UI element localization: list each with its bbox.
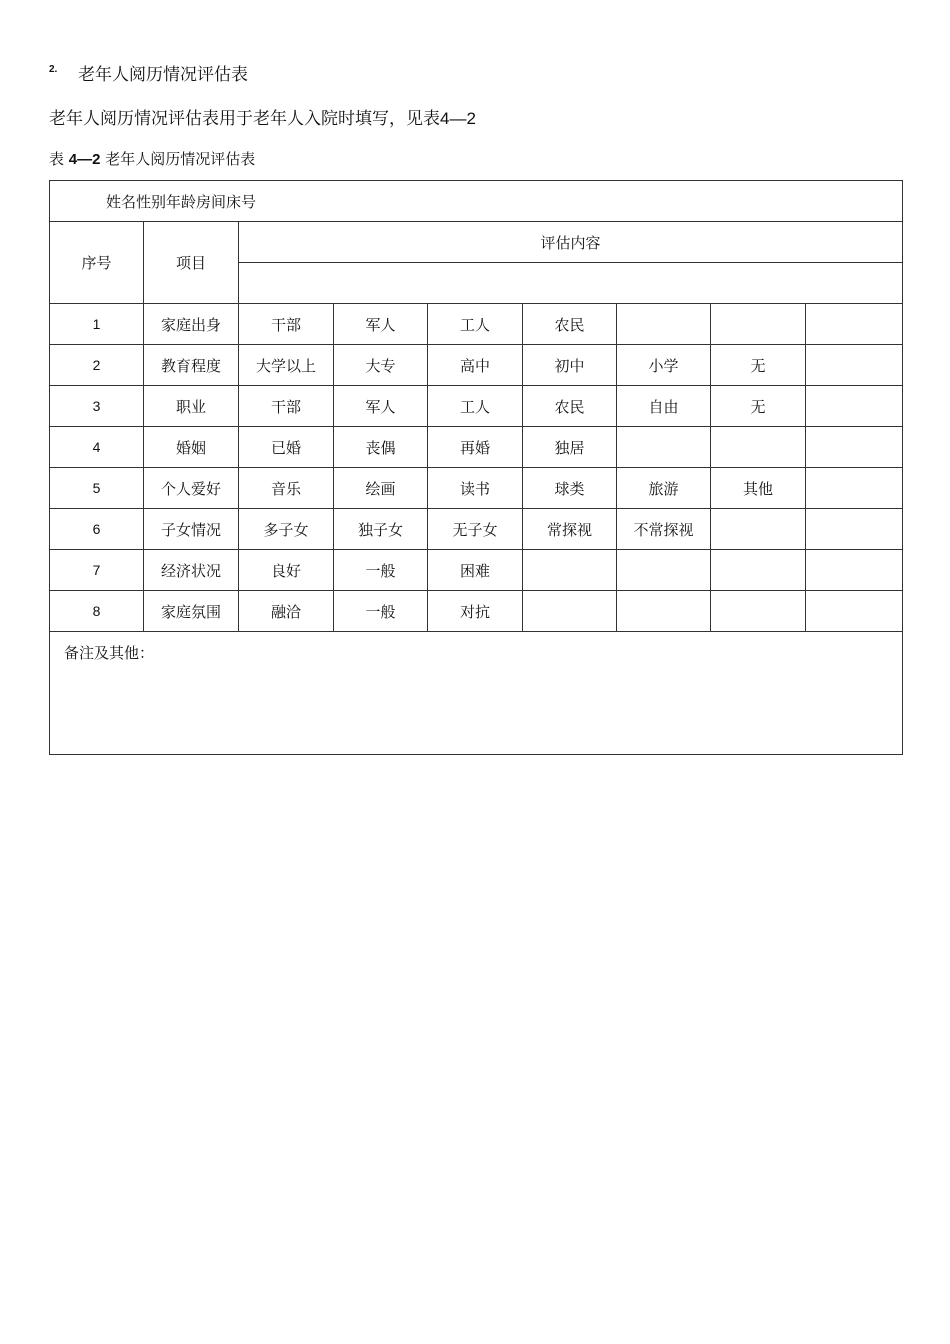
option-cell[interactable]: 读书 xyxy=(428,468,523,509)
row-seq: 3 xyxy=(50,386,144,427)
intro-text: 老年人阅历情况评估表用于老年人入院时填写，见表 xyxy=(49,109,440,129)
row-item: 职业 xyxy=(144,386,239,427)
option-cell[interactable]: 无子女 xyxy=(428,509,523,550)
table-row xyxy=(50,386,903,427)
option-cell[interactable]: 融洽 xyxy=(239,591,334,632)
option-cell[interactable]: 独居 xyxy=(523,427,617,468)
row-seq: 8 xyxy=(50,591,144,632)
option-cell[interactable]: 一般 xyxy=(334,550,428,591)
blank-option-cell[interactable] xyxy=(711,427,806,468)
option-cell[interactable]: 音乐 xyxy=(239,468,334,509)
info-row xyxy=(50,181,903,222)
blank-option-cell[interactable] xyxy=(711,550,806,591)
notes-field[interactable]: 备注及其他： xyxy=(50,632,903,755)
caption-text: 老年人阅历情况评估表 xyxy=(105,150,256,168)
header-item: 项目 xyxy=(144,222,239,304)
table-row xyxy=(50,304,903,345)
option-cell[interactable]: 多子女 xyxy=(239,509,334,550)
blank-option-cell[interactable] xyxy=(806,386,903,427)
blank-option-cell[interactable] xyxy=(806,304,903,345)
blank-option-cell[interactable] xyxy=(617,304,711,345)
caption-number: 4—2 xyxy=(68,151,101,168)
row-item: 家庭出身 xyxy=(144,304,239,345)
option-cell[interactable]: 干部 xyxy=(239,304,334,345)
option-cell[interactable]: 初中 xyxy=(523,345,617,386)
option-cell[interactable]: 一般 xyxy=(334,591,428,632)
option-cell[interactable]: 小学 xyxy=(617,345,711,386)
option-cell[interactable]: 旅游 xyxy=(617,468,711,509)
option-cell[interactable]: 大学以上 xyxy=(239,345,334,386)
table-row xyxy=(50,550,903,591)
option-cell[interactable]: 丧偶 xyxy=(334,427,428,468)
option-cell[interactable]: 无 xyxy=(711,386,806,427)
option-cell[interactable]: 良好 xyxy=(239,550,334,591)
blank-option-cell[interactable] xyxy=(806,345,903,386)
blank-option-cell[interactable] xyxy=(523,591,617,632)
option-cell[interactable]: 自由 xyxy=(617,386,711,427)
blank-option-cell[interactable] xyxy=(523,550,617,591)
header-content-blank[interactable] xyxy=(239,263,903,304)
table-row xyxy=(50,427,903,468)
option-cell[interactable]: 常探视 xyxy=(523,509,617,550)
option-cell[interactable]: 已婚 xyxy=(239,427,334,468)
row-item: 婚姻 xyxy=(144,427,239,468)
notes-row xyxy=(50,632,903,755)
table-row xyxy=(50,509,903,550)
row-seq: 2 xyxy=(50,345,144,386)
row-item: 子女情况 xyxy=(144,509,239,550)
intro-paragraph xyxy=(49,106,476,132)
header-seq: 序号 xyxy=(50,222,144,304)
option-cell[interactable]: 独子女 xyxy=(334,509,428,550)
table-row xyxy=(50,345,903,386)
option-cell[interactable]: 军人 xyxy=(334,304,428,345)
intro-table-ref: 4—2 xyxy=(440,109,476,128)
section-title: 老年人阅历情况评估表 xyxy=(78,65,248,85)
option-cell[interactable]: 农民 xyxy=(523,386,617,427)
row-seq: 7 xyxy=(50,550,144,591)
option-cell[interactable]: 绘画 xyxy=(334,468,428,509)
row-item: 教育程度 xyxy=(144,345,239,386)
blank-option-cell[interactable] xyxy=(711,304,806,345)
option-cell[interactable]: 其他 xyxy=(711,468,806,509)
blank-option-cell[interactable] xyxy=(617,591,711,632)
row-seq: 5 xyxy=(50,468,144,509)
option-cell[interactable]: 不常探视 xyxy=(617,509,711,550)
table-caption xyxy=(49,147,255,172)
option-cell[interactable]: 高中 xyxy=(428,345,523,386)
option-cell[interactable]: 大专 xyxy=(334,345,428,386)
row-seq: 4 xyxy=(50,427,144,468)
assessment-table xyxy=(49,180,903,755)
table-row xyxy=(50,591,903,632)
option-cell[interactable]: 农民 xyxy=(523,304,617,345)
row-item: 个人爱好 xyxy=(144,468,239,509)
option-cell[interactable]: 再婚 xyxy=(428,427,523,468)
blank-option-cell[interactable] xyxy=(617,427,711,468)
option-cell[interactable]: 困难 xyxy=(428,550,523,591)
row-seq: 6 xyxy=(50,509,144,550)
option-cell[interactable]: 工人 xyxy=(428,304,523,345)
option-cell[interactable]: 工人 xyxy=(428,386,523,427)
header-content: 评估内容 xyxy=(239,222,903,263)
blank-option-cell[interactable] xyxy=(806,550,903,591)
blank-option-cell[interactable] xyxy=(806,509,903,550)
section-number: 2. xyxy=(49,64,58,75)
blank-option-cell[interactable] xyxy=(711,591,806,632)
table-row xyxy=(50,468,903,509)
caption-prefix: 表 xyxy=(49,150,65,168)
info-row-label[interactable]: 姓名性别年龄房间床号 xyxy=(50,181,903,222)
row-item: 经济状况 xyxy=(144,550,239,591)
option-cell[interactable]: 军人 xyxy=(334,386,428,427)
blank-option-cell[interactable] xyxy=(806,591,903,632)
option-cell[interactable]: 无 xyxy=(711,345,806,386)
blank-option-cell[interactable] xyxy=(617,550,711,591)
option-cell[interactable]: 球类 xyxy=(523,468,617,509)
blank-option-cell[interactable] xyxy=(806,468,903,509)
blank-option-cell[interactable] xyxy=(806,427,903,468)
header-row xyxy=(50,222,903,263)
option-cell[interactable]: 对抗 xyxy=(428,591,523,632)
row-item: 家庭氛围 xyxy=(144,591,239,632)
row-seq: 1 xyxy=(50,304,144,345)
option-cell[interactable]: 干部 xyxy=(239,386,334,427)
blank-option-cell[interactable] xyxy=(711,509,806,550)
